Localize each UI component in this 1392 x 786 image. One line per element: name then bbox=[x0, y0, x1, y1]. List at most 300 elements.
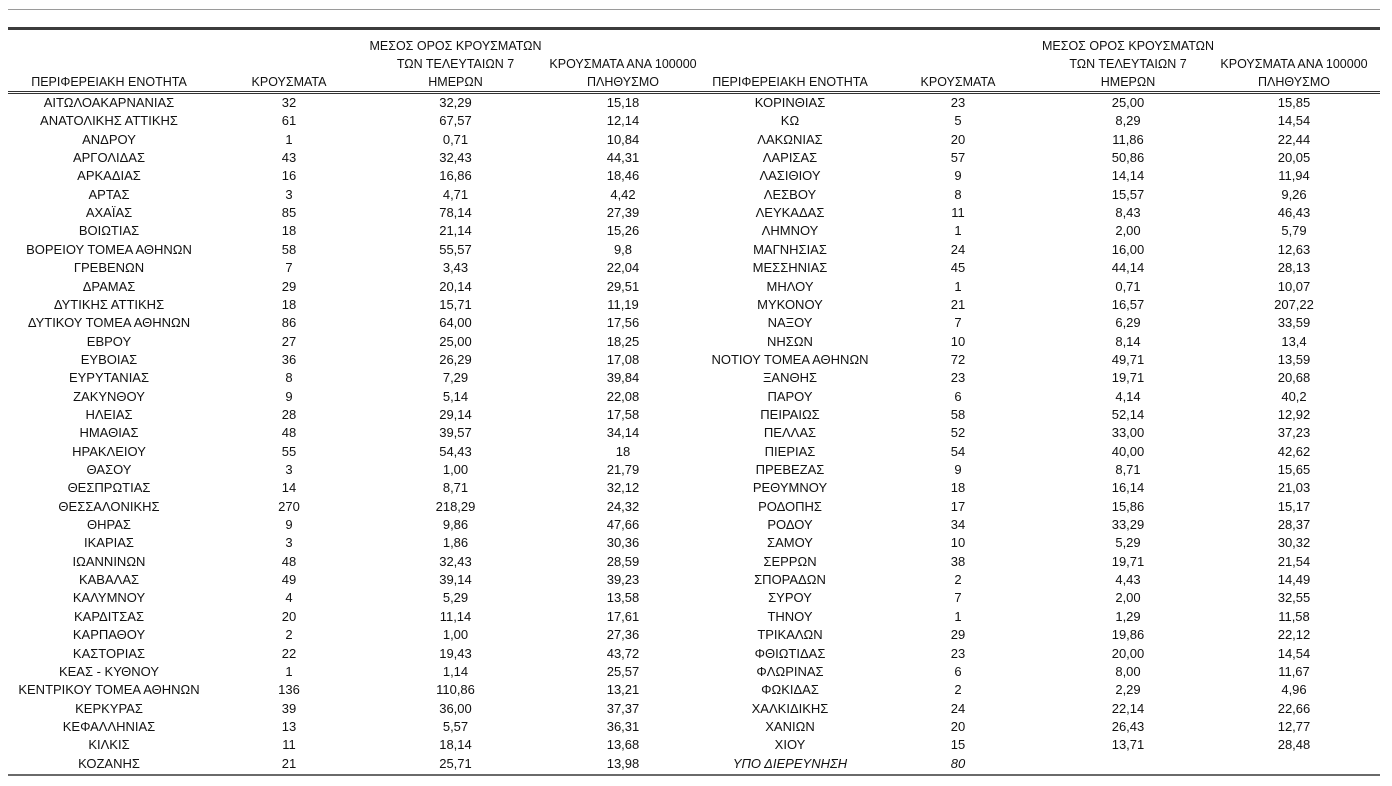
region-name-cell: ΧΙΟΥ bbox=[774, 737, 806, 753]
cases-cell: 270 bbox=[278, 498, 300, 514]
seven-day-average-cell: 14,14 bbox=[1111, 168, 1145, 184]
cases-per-100k-cell: 28,13 bbox=[1277, 260, 1311, 276]
cases-cell: 18 bbox=[281, 296, 297, 312]
header-line: ΤΩΝ ΤΕΛΕΥΤΑΙΩΝ 7 bbox=[396, 57, 515, 71]
cases-cell: 72 bbox=[950, 351, 966, 367]
cases-per-100k-cell: 11,94 bbox=[1278, 168, 1310, 184]
cases-per-100k-cell: 12,77 bbox=[1277, 718, 1311, 734]
seven-day-average-cell: 32,43 bbox=[439, 150, 472, 166]
cases-cell: 57 bbox=[950, 150, 966, 166]
region-name-cell: ΚΑΣΤΟΡΙΑΣ bbox=[72, 645, 146, 661]
cases-cell: 3 bbox=[285, 535, 293, 551]
cases-per-100k-cell: 32,12 bbox=[606, 480, 640, 496]
table-row bbox=[8, 755, 1380, 773]
region-name-cell: ΚΑΡΠΑΘΟΥ bbox=[72, 627, 146, 643]
cases-cell: 21 bbox=[281, 755, 297, 771]
region-name-cell: ΦΩΚΙΔΑΣ bbox=[761, 682, 819, 698]
seven-day-average-cell: 39,57 bbox=[439, 425, 472, 441]
cases-cell: 80 bbox=[950, 755, 966, 771]
seven-day-average-cell: 2,00 bbox=[1115, 223, 1141, 239]
cases-per-100k-cell: 27,39 bbox=[606, 205, 640, 221]
seven-day-average-cell: 44,14 bbox=[1111, 260, 1145, 276]
header-line: ΤΩΝ ΤΕΛΕΥΤΑΙΩΝ 7 bbox=[1069, 57, 1187, 71]
seven-day-average-cell: 1,14 bbox=[442, 663, 469, 679]
region-name-cell: ΛΗΜΝΟΥ bbox=[761, 223, 819, 239]
cases-per-100k-cell: 32,55 bbox=[1277, 590, 1311, 606]
cases-per-100k-cell: 39,84 bbox=[606, 370, 640, 386]
cases-per-100k-cell: 20,05 bbox=[1277, 150, 1311, 166]
cases-per-100k-cell: 44,31 bbox=[606, 150, 640, 166]
region-name-cell: ΡΕΘΥΜΝΟΥ bbox=[752, 480, 828, 496]
region-name-cell: ΡΟΔΟΥ bbox=[767, 517, 813, 533]
region-name-cell: ΛΕΣΒΟΥ bbox=[763, 186, 817, 202]
seven-day-average-cell: 4,43 bbox=[1115, 572, 1141, 588]
cases-per-100k-cell: 10,07 bbox=[1277, 278, 1311, 294]
cases-per-100k-cell: 22,66 bbox=[1277, 700, 1311, 716]
cases-per-100k-cell: 37,37 bbox=[606, 700, 640, 716]
region-name-cell: ΚΟΖΑΝΗΣ bbox=[78, 755, 140, 771]
cases-per-100k-cell: 15,17 bbox=[1277, 498, 1311, 514]
cases-per-100k-cell: 12,92 bbox=[1277, 406, 1311, 422]
seven-day-average-cell: 22,14 bbox=[1111, 700, 1145, 716]
cases-per-100k-cell: 21,54 bbox=[1277, 553, 1311, 569]
seven-day-average-cell: 33,00 bbox=[1111, 425, 1145, 441]
header-line: ΠΛΗΘΥΣΜΟ bbox=[1258, 75, 1330, 89]
seven-day-average-cell: 1,86 bbox=[442, 535, 469, 551]
table-row bbox=[8, 571, 1380, 589]
region-name-cell: ΕΥΒΟΙΑΣ bbox=[80, 351, 138, 367]
seven-day-average-cell: 0,71 bbox=[1115, 278, 1141, 294]
cases-cell: 34 bbox=[950, 517, 966, 533]
cases-per-100k-cell: 18,46 bbox=[606, 168, 640, 184]
cases-per-100k-cell: 33,59 bbox=[1277, 315, 1311, 331]
cases-per-100k-cell: 24,32 bbox=[606, 498, 640, 514]
seven-day-average-cell: 50,86 bbox=[1111, 150, 1145, 166]
region-name-cell: ΑΡΓΟΛΙΔΑΣ bbox=[72, 150, 146, 166]
region-name-cell: ΚΩ bbox=[780, 113, 800, 129]
cases-per-100k-cell: 39,23 bbox=[606, 572, 640, 588]
seven-day-average-cell: 4,71 bbox=[442, 186, 469, 202]
seven-day-average-cell: 1,00 bbox=[442, 462, 469, 477]
table-row bbox=[8, 534, 1380, 552]
cases-cell: 58 bbox=[281, 241, 297, 257]
seven-day-average-cell: 0,71 bbox=[442, 131, 469, 147]
seven-day-average-cell: 55,57 bbox=[439, 241, 472, 257]
region-name-cell: ΘΗΡΑΣ bbox=[87, 517, 131, 533]
seven-day-average-cell: 32,43 bbox=[439, 553, 472, 569]
region-name-cell: ΛΕΥΚΑΔΑΣ bbox=[755, 205, 825, 221]
region-name-cell: ΚΑΡΔΙΤΣΑΣ bbox=[73, 608, 145, 624]
region-name-cell: ΚΙΛΚΙΣ bbox=[88, 737, 130, 753]
region-name-cell: ΝΑΞΟΥ bbox=[767, 315, 813, 331]
region-name-cell: ΑΡΤΑΣ bbox=[88, 186, 130, 202]
cases-cell: 45 bbox=[950, 260, 966, 276]
table-row bbox=[8, 663, 1380, 681]
cases-cell: 9 bbox=[954, 462, 962, 477]
seven-day-average-cell: 218,29 bbox=[435, 498, 476, 514]
table-row bbox=[8, 131, 1380, 149]
seven-day-average-cell: 5,14 bbox=[442, 388, 469, 404]
seven-day-average-cell: 8,71 bbox=[1115, 462, 1141, 477]
cases-cell: 10 bbox=[950, 535, 966, 551]
cases-per-100k-cell: 40,2 bbox=[1281, 388, 1307, 404]
region-name-cell: ΠΑΡΟΥ bbox=[767, 388, 813, 404]
table-row bbox=[8, 645, 1380, 663]
cases-cell: 136 bbox=[278, 682, 300, 698]
region-name-cell: ΧΑΛΚΙΔΙΚΗΣ bbox=[751, 700, 829, 716]
table-row bbox=[8, 736, 1380, 754]
cases-cell: 8 bbox=[285, 370, 293, 386]
header-line: ΗΜΕΡΩΝ bbox=[1100, 75, 1156, 89]
cases-per-100k-cell: 9,26 bbox=[1281, 186, 1307, 202]
table-row bbox=[8, 204, 1380, 222]
cases-per-100k-cell: 15,65 bbox=[1277, 462, 1311, 477]
region-name-cell: ΑΧΑΪΑΣ bbox=[85, 205, 133, 221]
seven-day-average-cell: 13,71 bbox=[1111, 737, 1145, 753]
region-name-cell: ΞΑΝΘΗΣ bbox=[762, 370, 818, 386]
cases-per-100k-cell: 14,54 bbox=[1277, 645, 1311, 661]
table-row bbox=[8, 278, 1380, 296]
seven-day-average-cell: 3,43 bbox=[442, 260, 469, 276]
seven-day-average-cell: 15,86 bbox=[1111, 498, 1145, 514]
cases-per-100k-cell: 13,4 bbox=[1281, 333, 1307, 349]
cases-per-100k-cell: 43,72 bbox=[606, 645, 640, 661]
cases-per-100k-cell: 207,22 bbox=[1274, 296, 1314, 312]
cases-cell: 7 bbox=[285, 260, 293, 276]
region-name-cell: ΣΥΡΟΥ bbox=[768, 590, 812, 606]
region-name-cell: ΣΑΜΟΥ bbox=[767, 535, 813, 551]
region-name-cell: ΤΗΝΟΥ bbox=[767, 608, 813, 624]
table-row bbox=[8, 149, 1380, 167]
cases-cell: 3 bbox=[285, 462, 293, 477]
cases-cell: 36 bbox=[281, 351, 297, 367]
cases-per-100k-cell: 12,14 bbox=[606, 113, 640, 129]
cases-per-100k-cell: 13,98 bbox=[606, 755, 640, 771]
header-line: ΠΛΗΘΥΣΜΟ bbox=[587, 75, 659, 89]
seven-day-average-cell: 7,29 bbox=[442, 370, 469, 386]
region-name-cell: ΚΕΑΣ - ΚΥΘΝΟΥ bbox=[58, 663, 160, 679]
cases-per-100k-cell: 12,63 bbox=[1277, 241, 1311, 257]
table-row bbox=[8, 296, 1380, 314]
table-row bbox=[8, 314, 1380, 332]
region-name-cell: ΚΕΝΤΡΙΚΟΥ ΤΟΜΕΑ ΑΘΗΝΩΝ bbox=[18, 682, 200, 698]
header-line: ΠΕΡΙΦΕΡΕΙΑΚΗ ΕΝΟΤΗΤΑ bbox=[712, 75, 868, 89]
header-7day-average bbox=[1038, 37, 1218, 91]
table-row bbox=[8, 700, 1380, 718]
cases-per-100k-cell: 20,68 bbox=[1277, 370, 1311, 386]
cases-per-100k-cell: 13,68 bbox=[606, 737, 640, 753]
cases-cell: 11 bbox=[282, 737, 296, 753]
cases-cell: 2 bbox=[954, 682, 962, 698]
cases-per-100k-cell: 25,57 bbox=[606, 663, 640, 679]
table-row bbox=[8, 94, 1380, 112]
region-name-cell: ΓΡΕΒΕΝΩΝ bbox=[73, 260, 145, 276]
table-row bbox=[8, 241, 1380, 259]
cases-per-100k-cell: 14,49 bbox=[1277, 572, 1311, 588]
cases-per-100k-cell: 13,58 bbox=[606, 590, 640, 606]
seven-day-average-cell: 8,00 bbox=[1115, 663, 1141, 679]
region-name-cell: ΕΥΡΥΤΑΝΙΑΣ bbox=[68, 370, 150, 386]
table-row bbox=[8, 589, 1380, 607]
cases-cell: 27 bbox=[281, 333, 297, 349]
cases-per-100k-cell: 15,26 bbox=[606, 223, 640, 239]
table-row bbox=[8, 369, 1380, 387]
cases-per-100k-cell: 46,43 bbox=[1277, 205, 1311, 221]
seven-day-average-cell: 5,29 bbox=[442, 590, 469, 606]
seven-day-average-cell: 4,14 bbox=[1115, 388, 1141, 404]
region-name-cell: ΒΟΡΕΙΟΥ ΤΟΜΕΑ ΑΘΗΝΩΝ bbox=[26, 241, 192, 257]
region-name-cell: ΚΑΒΑΛΑΣ bbox=[78, 572, 140, 588]
seven-day-average-cell: 25,00 bbox=[439, 333, 472, 349]
seven-day-average-cell: 15,71 bbox=[439, 296, 472, 312]
region-name-cell: ΠΡΕΒΕΖΑΣ bbox=[755, 462, 825, 477]
cases-per-100k-cell: 17,56 bbox=[606, 315, 640, 331]
table-row bbox=[8, 112, 1380, 130]
header-line: ΚΡΟΥΣΜΑΤΑ ΑΝΑ 100000 bbox=[549, 57, 697, 71]
cases-cell: 38 bbox=[950, 553, 966, 569]
cases-cell: 21 bbox=[950, 296, 966, 312]
cases-per-100k-cell: 10,84 bbox=[606, 131, 640, 147]
top-rule bbox=[8, 9, 1380, 10]
seven-day-average-cell: 67,57 bbox=[439, 113, 472, 129]
seven-day-average-cell: 1,00 bbox=[442, 627, 469, 643]
seven-day-average-cell: 8,14 bbox=[1115, 333, 1141, 349]
seven-day-average-cell: 5,29 bbox=[1115, 535, 1141, 551]
cases-cell: 2 bbox=[285, 627, 293, 643]
cases-per-100k-cell: 36,31 bbox=[606, 718, 640, 734]
cases-cell: 6 bbox=[954, 388, 962, 404]
header-line: ΗΜΕΡΩΝ bbox=[428, 75, 483, 89]
cases-cell: 23 bbox=[950, 95, 966, 110]
region-name-cell: ΝΟΤΙΟΥ ΤΟΜΕΑ ΑΘΗΝΩΝ bbox=[711, 351, 869, 367]
cases-per-100k-cell: 21,79 bbox=[606, 462, 640, 477]
cases-cell: 15 bbox=[950, 737, 966, 753]
seven-day-average-cell: 52,14 bbox=[1111, 406, 1145, 422]
seven-day-average-cell: 8,71 bbox=[442, 480, 469, 496]
cases-cell: 1 bbox=[954, 223, 962, 239]
cases-cell: 5 bbox=[954, 113, 962, 129]
region-name-cell: ΜΥΚΟΝΟΥ bbox=[757, 296, 823, 312]
cases-cell: 4 bbox=[285, 590, 293, 606]
cases-cell: 23 bbox=[950, 645, 966, 661]
cases-cell: 29 bbox=[950, 627, 966, 643]
cases-cell: 20 bbox=[281, 608, 297, 624]
cases-per-100k-cell: 37,23 bbox=[1277, 425, 1311, 441]
region-name-cell: ΗΡΑΚΛΕΙΟΥ bbox=[72, 443, 146, 459]
seven-day-average-cell: 54,43 bbox=[439, 443, 472, 459]
cases-cell: 13 bbox=[281, 718, 297, 734]
cases-per-100k-cell: 17,08 bbox=[606, 351, 640, 367]
cases-per-100k-cell: 28,48 bbox=[1277, 737, 1311, 753]
header-line: ΠΕΡΙΦΕΡΕΙΑΚΗ ΕΝΟΤΗΤΑ bbox=[31, 75, 187, 89]
cases-cell: 43 bbox=[281, 150, 297, 166]
seven-day-average-cell: 8,29 bbox=[1115, 113, 1141, 129]
cases-cell: 58 bbox=[950, 406, 966, 422]
cases-per-100k-cell: 47,66 bbox=[606, 517, 640, 533]
region-name-cell: ΥΠΟ ΔΙΕΡΕΥΝΗΣΗ bbox=[732, 755, 848, 771]
region-name-cell: ΛΑΚΩΝΙΑΣ bbox=[757, 131, 823, 147]
cases-per-100k-cell: 17,58 bbox=[606, 406, 640, 422]
cases-per-100k-cell: 17,61 bbox=[606, 608, 640, 624]
cases-cell: 22 bbox=[281, 645, 297, 661]
cases-per-100k-cell: 13,21 bbox=[606, 682, 640, 698]
seven-day-average-cell: 26,43 bbox=[1111, 718, 1145, 734]
table-row bbox=[8, 608, 1380, 626]
cases-per-100k-cell: 5,79 bbox=[1281, 223, 1307, 239]
region-name-cell: ΛΑΡΙΣΑΣ bbox=[762, 150, 818, 166]
table-row bbox=[8, 553, 1380, 571]
cases-per-100k-cell: 11,58 bbox=[1278, 608, 1310, 624]
cases-per-100k-cell: 42,62 bbox=[1277, 443, 1311, 459]
cases-per-100k-cell: 9,8 bbox=[613, 241, 633, 257]
region-name-cell: ΖΑΚΥΝΘΟΥ bbox=[73, 388, 145, 404]
cases-per-100k-cell: 15,85 bbox=[1277, 95, 1311, 110]
cases-per-100k-cell: 4,96 bbox=[1281, 682, 1307, 698]
cases-cell: 2 bbox=[954, 572, 962, 588]
cases-cell: 48 bbox=[281, 425, 297, 441]
seven-day-average-cell: 8,43 bbox=[1115, 205, 1141, 221]
cases-cell: 52 bbox=[950, 425, 966, 441]
seven-day-average-cell: 15,57 bbox=[1111, 186, 1145, 202]
cases-per-100k-cell: 11,19 bbox=[607, 296, 639, 312]
cases-per-100k-cell: 30,36 bbox=[606, 535, 640, 551]
table-row bbox=[8, 443, 1380, 461]
region-name-cell: ΚΕΡΚΥΡΑΣ bbox=[75, 700, 143, 716]
cases-per-100k-cell: 22,44 bbox=[1277, 131, 1311, 147]
cases-per-100k-cell: 22,12 bbox=[1277, 627, 1311, 643]
cases-per-100k-cell: 27,36 bbox=[606, 627, 640, 643]
header-cases-per-100k bbox=[538, 55, 708, 91]
region-name-cell: ΚΑΛΥΜΝΟΥ bbox=[72, 590, 146, 606]
header-line: ΚΡΟΥΣΜΑΤΑ bbox=[920, 75, 996, 89]
cases-cell: 9 bbox=[285, 517, 293, 533]
region-name-cell: ΕΒΡΟΥ bbox=[86, 333, 132, 349]
cases-cell: 20 bbox=[950, 131, 966, 147]
cases-cell: 14 bbox=[281, 480, 297, 496]
cases-cell: 20 bbox=[950, 718, 966, 734]
seven-day-average-cell: 19,71 bbox=[1111, 553, 1145, 569]
table-row bbox=[8, 718, 1380, 736]
cases-cell: 18 bbox=[281, 223, 297, 239]
seven-day-average-cell: 19,71 bbox=[1111, 370, 1145, 386]
seven-day-average-cell: 20,00 bbox=[1111, 645, 1145, 661]
seven-day-average-cell: 25,71 bbox=[439, 755, 472, 771]
cases-cell: 1 bbox=[954, 278, 962, 294]
cases-per-100k-cell: 28,37 bbox=[1277, 517, 1311, 533]
region-name-cell: ΣΕΡΡΩΝ bbox=[763, 553, 817, 569]
seven-day-average-cell: 26,29 bbox=[439, 351, 472, 367]
seven-day-average-cell: 29,14 bbox=[439, 406, 472, 422]
header-cases-per-100k bbox=[1208, 55, 1380, 91]
region-name-cell: ΘΕΣΠΡΩΤΙΑΣ bbox=[67, 480, 151, 496]
cases-cell: 17 bbox=[950, 498, 966, 514]
region-name-cell: ΜΕΣΣΗΝΙΑΣ bbox=[752, 260, 828, 276]
region-name-cell: ΘΕΣΣΑΛΟΝΙΚΗΣ bbox=[58, 498, 160, 514]
table-row bbox=[8, 406, 1380, 424]
cases-cell: 1 bbox=[954, 608, 962, 624]
cases-per-100k-cell: 15,18 bbox=[606, 95, 640, 110]
region-name-cell: ΜΗΛΟΥ bbox=[766, 278, 814, 294]
region-name-cell: ΑΝΔΡΟΥ bbox=[82, 131, 136, 147]
region-name-cell: ΑΝΑΤΟΛΙΚΗΣ ΑΤΤΙΚΗΣ bbox=[40, 113, 178, 129]
region-name-cell: ΔΥΤΙΚΗΣ ΑΤΤΙΚΗΣ bbox=[53, 296, 165, 312]
cases-per-100k-cell: 21,03 bbox=[1277, 480, 1311, 496]
region-name-cell: ΙΚΑΡΙΑΣ bbox=[84, 535, 134, 551]
seven-day-average-cell: 11,14 bbox=[439, 608, 472, 624]
cases-cell: 29 bbox=[281, 278, 297, 294]
table-bottom-border bbox=[8, 774, 1380, 776]
table-row bbox=[8, 681, 1380, 699]
header-region bbox=[700, 73, 880, 91]
region-name-cell: ΝΗΣΩΝ bbox=[767, 333, 813, 349]
seven-day-average-cell: 11,86 bbox=[1112, 131, 1144, 147]
cases-per-100k-cell: 4,42 bbox=[610, 186, 636, 202]
seven-day-average-cell: 32,29 bbox=[439, 95, 472, 110]
cases-per-100k-cell: 29,51 bbox=[606, 278, 640, 294]
cases-per-100k-cell: 30,32 bbox=[1277, 535, 1311, 551]
table-row bbox=[8, 259, 1380, 277]
cases-cell: 48 bbox=[281, 553, 297, 569]
cases-cell: 11 bbox=[951, 205, 965, 221]
cases-per-100k-cell: 18,25 bbox=[606, 333, 640, 349]
table-row bbox=[8, 186, 1380, 204]
cases-cell: 6 bbox=[954, 663, 962, 679]
seven-day-average-cell: 16,14 bbox=[1111, 480, 1145, 496]
cases-cell: 7 bbox=[954, 590, 962, 606]
cases-cell: 28 bbox=[281, 406, 297, 422]
cases-cell: 16 bbox=[281, 168, 297, 184]
region-name-cell: ΤΡΙΚΑΛΩΝ bbox=[757, 627, 823, 643]
region-name-cell: ΛΑΣΙΘΙΟΥ bbox=[759, 168, 821, 184]
seven-day-average-cell: 40,00 bbox=[1111, 443, 1145, 459]
seven-day-average-cell: 5,57 bbox=[442, 718, 469, 734]
table-row bbox=[8, 222, 1380, 240]
cases-cell: 8 bbox=[954, 186, 962, 202]
header-cases bbox=[224, 73, 354, 91]
cases-cell: 1 bbox=[285, 131, 293, 147]
region-name-cell: ΚΕΦΑΛΛΗΝΙΑΣ bbox=[62, 718, 156, 734]
region-name-cell: ΗΛΕΙΑΣ bbox=[85, 406, 133, 422]
cases-cell: 10 bbox=[950, 333, 966, 349]
region-name-cell: ΔΡΑΜΑΣ bbox=[82, 278, 136, 294]
region-name-cell: ΔΥΤΙΚΟΥ ΤΟΜΕΑ ΑΘΗΝΩΝ bbox=[27, 315, 191, 331]
table-row bbox=[8, 461, 1380, 479]
cases-cell: 24 bbox=[950, 700, 966, 716]
table-row bbox=[8, 498, 1380, 516]
cases-cell: 18 bbox=[950, 480, 966, 496]
cases-cell: 23 bbox=[950, 370, 966, 386]
region-name-cell: ΡΟΔΟΠΗΣ bbox=[758, 498, 822, 514]
region-name-cell: ΑΙΤΩΛΟΑΚΑΡΝΑΝΙΑΣ bbox=[43, 95, 175, 110]
cases-cell: 24 bbox=[950, 241, 966, 257]
header-cases bbox=[893, 73, 1023, 91]
seven-day-average-cell: 18,14 bbox=[439, 737, 472, 753]
cases-cell: 9 bbox=[954, 168, 962, 184]
seven-day-average-cell: 16,00 bbox=[1111, 241, 1145, 257]
seven-day-average-cell: 2,00 bbox=[1115, 590, 1141, 606]
header-line: ΜΕΣΟΣ ΟΡΟΣ ΚΡΟΥΣΜΑΤΩΝ bbox=[369, 39, 542, 53]
region-name-cell: ΧΑΝΙΩΝ bbox=[765, 718, 815, 734]
seven-day-average-cell: 9,86 bbox=[442, 517, 469, 533]
cases-cell: 32 bbox=[281, 95, 297, 110]
cases-per-100k-cell: 28,59 bbox=[606, 553, 640, 569]
region-name-cell: ΚΟΡΙΝΘΙΑΣ bbox=[754, 95, 826, 110]
header-line: ΜΕΣΟΣ ΟΡΟΣ ΚΡΟΥΣΜΑΤΩΝ bbox=[1041, 39, 1215, 53]
seven-day-average-cell: 36,00 bbox=[439, 700, 472, 716]
table-row bbox=[8, 424, 1380, 442]
region-name-cell: ΜΑΓΝΗΣΙΑΣ bbox=[753, 241, 827, 257]
cases-cell: 85 bbox=[281, 205, 297, 221]
